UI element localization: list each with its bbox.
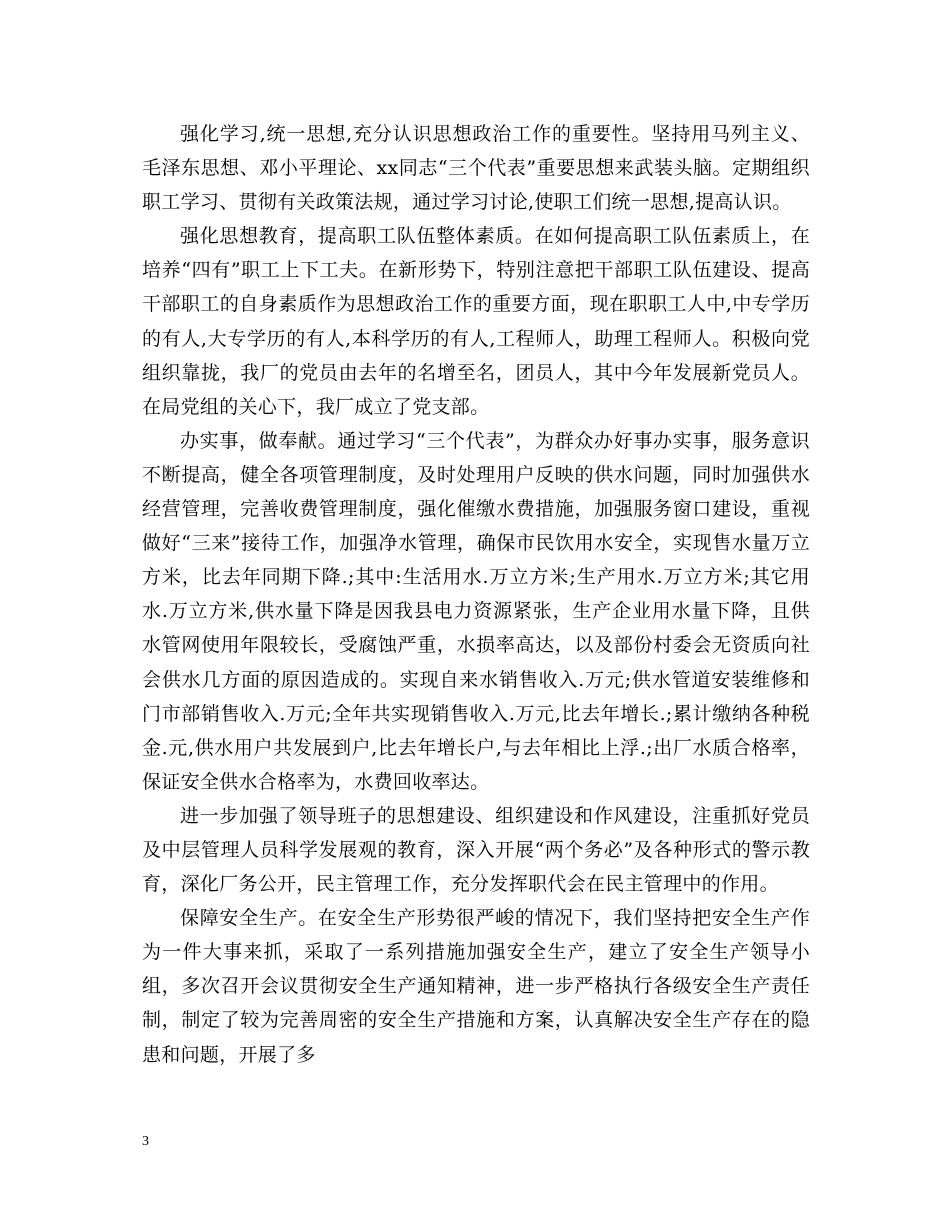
paragraph-safety: 保障安全生产。在安全生产形势很严峻的情况下，我们坚持把安全生产作为一件大事来抓，采取了一系列措施加强安全生产，建立了安全生产领导小组，多次召开会议贯彻安全生产通知精神，进一步严格执行各级安全生产责任制，制定了较为完善周密的安全生产措施和方案，认真解决安全生产存在的隐患和问题，开展了多: [142, 907, 810, 1066]
paragraph-study: 强化学习,统一思想,充分认识思想政治工作的重要性。坚持用马列主义、毛泽东思想、邓小平理论、xx同志“三个代表”重要思想来武装头脑。定期组织职工学习、贯彻有关政策法规，通过学习讨论,使职工们统一思想,提高认识。: [142, 123, 810, 214]
document-body: [142, 117, 810, 1072]
paragraph-education: 强化思想教育，提高职工队伍整体素质。在如何提高职工队伍素质上，在培养“四有”职工上下工夫。在新形势下，特别注意把干部职工队伍建设、提高干部职工的自身素质作为思想政治工作的重要方面，现在职职工人中,中专学历的有人,大专学历的有人,本科学历的有人,工程师人，助理工程师人。积极向党组织靠拢，我厂的党员由去年的名增至名，团员人，其中今年发展新党员人。在局党组的关心下，我厂成立了党支部。: [142, 225, 810, 418]
page-number: 3: [142, 1134, 149, 1149]
paragraph-leadership: 进一步加强了领导班子的思想建设、组织建设和作风建设，注重抓好党员及中层管理人员科学发展观的教育，深入开展“两个务必”及各种形式的警示教育，深化厂务公开，民主管理工作，充分发挥职代会在民主管理中的作用。: [142, 804, 810, 896]
paragraph-service: 办实事，做奉献。通过学习“三个代表”，为群众办好事办实事，服务意识不断提高，健全各项管理制度，及时处理用户反映的供水问题，同时加强供水经营管理，完善收费管理制度，强化催缴水费措施，加强服务窗口建设，重视做好“三来”接待工作，加强净水管理，确保市民饮用水安全，实现售水量万立方米，比去年同期下降.;其中:生活用水.万立方米;生产用水.万立方米;其它用水.万立方米,供水量下降是因我县电力资源紧张，生产企业用水量下降，且供水管网使用年限较长，受腐蚀严重，水损率高达，以及部份村委会无资质向社会供水几方面的原因造成的。实现自来水销售收入.万元;供水管道安装维修和门市部销售收入.万元;全年共实现销售收入.万元,比去年增长.;累计缴纳各种税金.元,供水用户共发展到户,比去年增长户,与去年相比上浮.;出厂水质合格率，保证安全供水合格率为，水费回收率达。: [142, 429, 810, 793]
